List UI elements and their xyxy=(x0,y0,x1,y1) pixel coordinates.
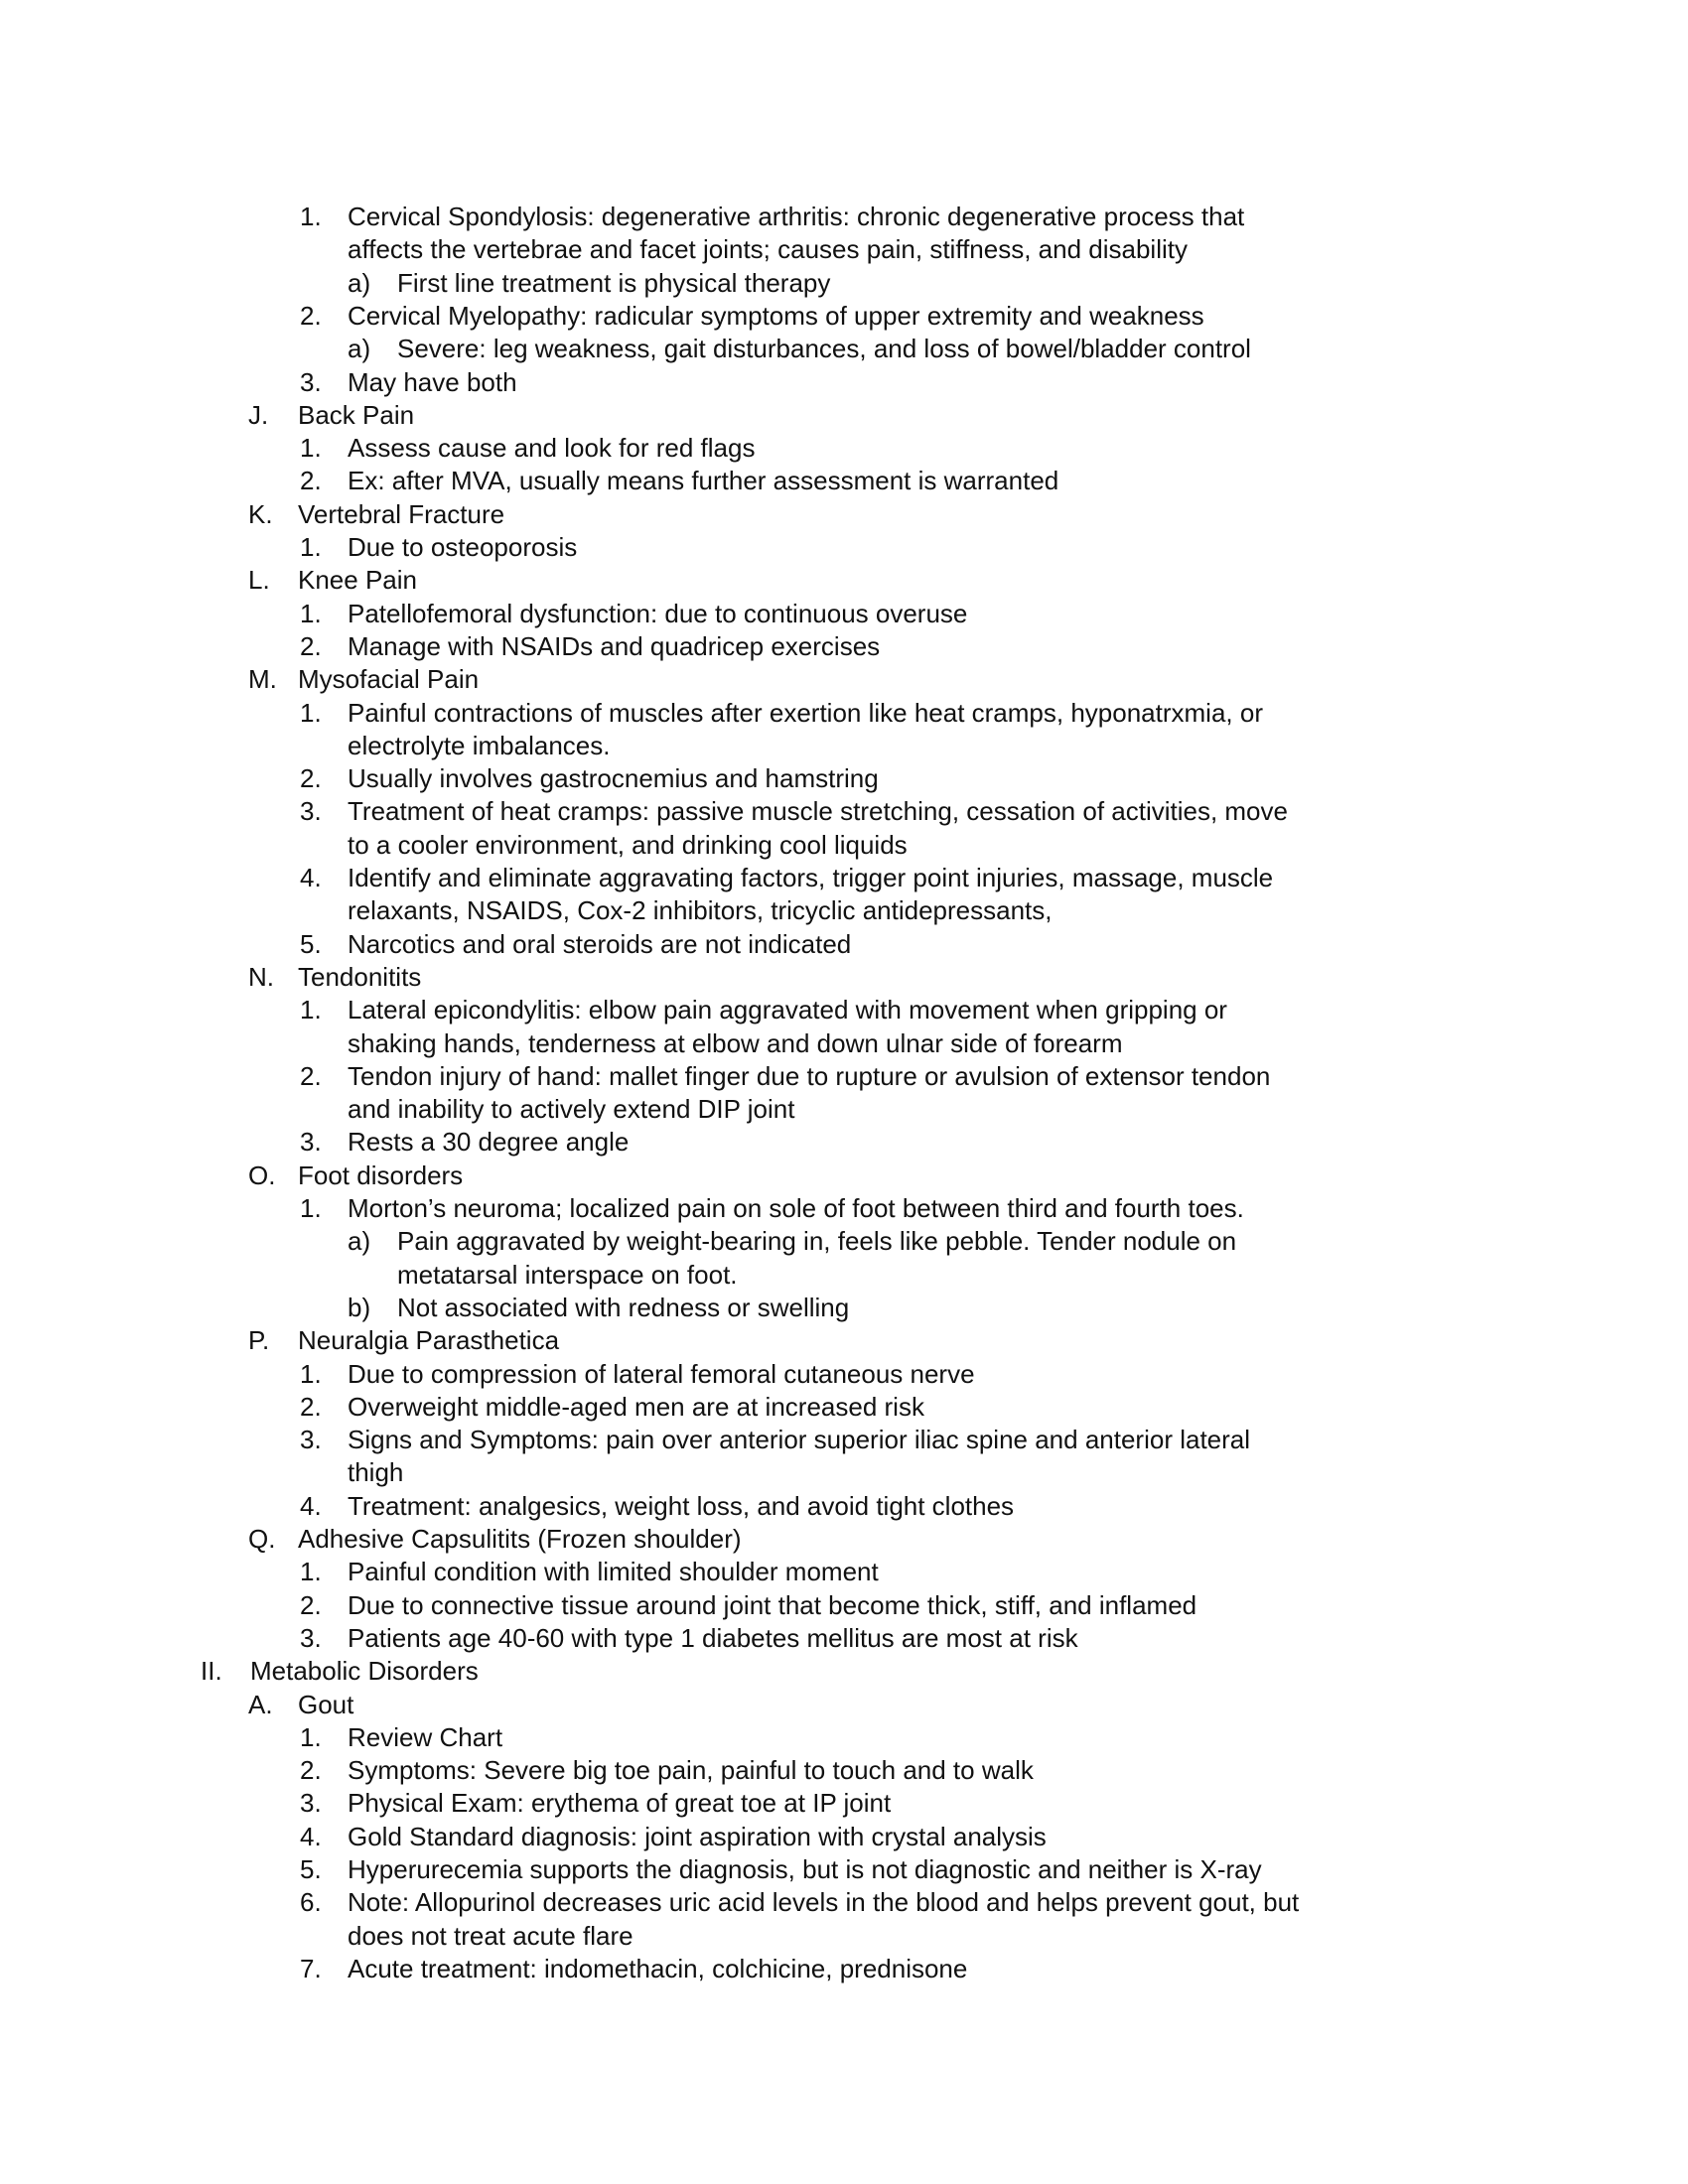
outline-text: Cervical Myelopathy: radicular symptoms of upper extremity and weakness xyxy=(348,300,1204,331)
outline-text: Overweight middle-aged men are at increased risk xyxy=(348,1391,924,1422)
outline-text: Vertebral Fracture xyxy=(298,498,505,529)
outline-item xyxy=(0,498,1688,531)
outline-text: thigh xyxy=(348,1457,404,1488)
outline-marker: 1. xyxy=(300,1193,322,1223)
outline-item xyxy=(0,1358,1688,1391)
outline-marker: 3. xyxy=(300,1425,322,1455)
outline-text: Due to osteoporosis xyxy=(348,532,578,562)
outline-marker: 3. xyxy=(300,366,322,397)
outline-text: Manage with NSAIDs and quadricep exercises xyxy=(348,630,881,661)
outline-item xyxy=(0,1886,1688,1919)
outline-item xyxy=(0,1589,1688,1622)
outline-marker: Q. xyxy=(248,1524,276,1554)
outline-item xyxy=(0,1391,1688,1424)
outline-item xyxy=(0,531,1688,564)
outline-text: to a cooler environment, and drinking cool liquids xyxy=(348,829,908,860)
outline-item xyxy=(0,1556,1688,1588)
outline-marker: 2. xyxy=(300,1755,322,1786)
outline-item xyxy=(0,1225,1688,1258)
outline-item xyxy=(0,1689,1688,1721)
outline-item xyxy=(0,201,1688,233)
outline-marker: 1. xyxy=(300,697,322,728)
outline-marker: K. xyxy=(248,498,273,529)
outline-item xyxy=(0,862,1688,894)
outline-marker: 2. xyxy=(300,466,322,496)
outline-item-continuation xyxy=(0,1093,1688,1126)
outline-text: Review Chart xyxy=(348,1721,503,1752)
outline-item-continuation xyxy=(0,1027,1688,1060)
outline-text: Pain aggravated by weight-bearing in, feels like pebble. Tender nodule on xyxy=(397,1226,1237,1257)
outline-item-continuation xyxy=(0,233,1688,266)
outline-marker: 5. xyxy=(300,1854,322,1884)
outline-text: Symptoms: Severe big toe pain, painful to touch and to walk xyxy=(348,1755,1034,1786)
outline-text: Identify and eliminate aggravating factors, trigger point injuries, massage, muscle xyxy=(348,863,1274,892)
outline-item xyxy=(0,1953,1688,1985)
outline-text: relaxants, NSAIDS, Cox-2 inhibitors, tricyclic antidepressants, xyxy=(348,895,1053,926)
outline-item xyxy=(0,1192,1688,1225)
outline-text: Narcotics and oral steroids are not indicated xyxy=(348,928,852,959)
outline-item xyxy=(0,1324,1688,1357)
outline-text: Painful condition with limited shoulder moment xyxy=(348,1557,879,1587)
outline-item xyxy=(0,1490,1688,1523)
outline-marker: 1. xyxy=(300,995,322,1025)
outline-item xyxy=(0,1754,1688,1787)
outline-item xyxy=(0,1655,1688,1688)
outline-item-continuation xyxy=(0,829,1688,862)
outline-item xyxy=(0,598,1688,630)
outline-marker: M. xyxy=(248,664,277,695)
outline-text: May have both xyxy=(348,366,517,397)
outline-marker: 4. xyxy=(300,1490,322,1521)
outline-item xyxy=(0,564,1688,597)
outline-text: affects the vertebrae and facet joints; causes pain, stiffness, and disability xyxy=(348,234,1188,265)
outline-marker: 2. xyxy=(300,1589,322,1620)
outline-marker: A. xyxy=(248,1689,273,1719)
outline-item xyxy=(0,399,1688,432)
outline-marker: 1. xyxy=(300,1721,322,1752)
outline-item xyxy=(0,1292,1688,1324)
outline-item-continuation xyxy=(0,1456,1688,1489)
outline-item xyxy=(0,795,1688,828)
outline-marker: 2. xyxy=(300,630,322,661)
outline-text: Due to compression of lateral femoral cutaneous nerve xyxy=(348,1358,975,1389)
outline-text: Tendonitits xyxy=(298,961,422,992)
outline-marker: 3. xyxy=(300,1622,322,1653)
outline-text: Usually involves gastrocnemius and hamstring xyxy=(348,763,879,794)
outline-text: Adhesive Capsulitits (Frozen shoulder) xyxy=(298,1524,742,1554)
outline-item xyxy=(0,1126,1688,1159)
outline-item xyxy=(0,697,1688,730)
outline-marker: a) xyxy=(348,334,371,364)
outline-text: metatarsal interspace on foot. xyxy=(397,1259,738,1290)
outline-text: Foot disorders xyxy=(298,1160,464,1190)
outline-text: Mysofacial Pain xyxy=(298,664,480,695)
outline-marker: 1. xyxy=(300,532,322,562)
outline-item xyxy=(0,663,1688,696)
outline-marker: N. xyxy=(248,961,274,992)
outline-text: Treatment of heat cramps: passive muscle stretching, cessation of activities, move xyxy=(348,796,1288,827)
outline-item xyxy=(0,1060,1688,1093)
outline-marker: 1. xyxy=(300,1557,322,1587)
outline-text: does not treat acute flare xyxy=(348,1920,633,1951)
outline-text: Morton’s neuroma; localized pain on sole of foot between third and fourth toes. xyxy=(348,1193,1244,1223)
outline-text: Metabolic Disorders xyxy=(250,1656,479,1687)
outline-marker: 3. xyxy=(300,796,322,827)
outline-marker: 1. xyxy=(300,1358,322,1389)
outline-text: Neuralgia Parasthetica xyxy=(298,1325,560,1356)
outline-text: electrolyte imbalances. xyxy=(348,730,611,760)
outline-item xyxy=(0,928,1688,961)
outline-marker: 7. xyxy=(300,1953,322,1983)
outline-text: Back Pain xyxy=(298,399,415,430)
outline-text: Knee Pain xyxy=(298,565,417,596)
outline-marker: 2. xyxy=(300,1060,322,1091)
outline-text: Tendon injury of hand: mallet finger due to rupture or avulsion of extensor tendon xyxy=(348,1060,1271,1091)
outline-marker: L. xyxy=(248,565,270,596)
outline-item xyxy=(0,762,1688,795)
outline-item xyxy=(0,1721,1688,1754)
outline-item xyxy=(0,300,1688,333)
outline-item xyxy=(0,994,1688,1026)
outline-marker: P. xyxy=(248,1325,270,1356)
outline-text: Patients age 40-60 with type 1 diabetes mellitus are most at risk xyxy=(348,1622,1078,1653)
outline-item-continuation xyxy=(0,894,1688,927)
outline-marker: 2. xyxy=(300,300,322,331)
outline-text: Gout xyxy=(298,1689,354,1719)
outline-text: Ex: after MVA, usually means further assessment is warranted xyxy=(348,466,1059,496)
outline-item xyxy=(0,432,1688,465)
outline-text: Cervical Spondylosis: degenerative arthritis: chronic degenerative process that xyxy=(348,202,1245,231)
outline-item xyxy=(0,465,1688,497)
outline-text: Patellofemoral dysfunction: due to continuous overuse xyxy=(348,598,968,628)
outline-marker: 6. xyxy=(300,1887,322,1918)
outline-item xyxy=(0,961,1688,994)
outline-marker: 2. xyxy=(300,763,322,794)
outline-marker: 3. xyxy=(300,1788,322,1819)
outline-item xyxy=(0,366,1688,399)
outline-marker: 1. xyxy=(300,202,322,231)
outline-marker: 4. xyxy=(300,1821,322,1851)
outline-item xyxy=(0,1160,1688,1192)
outline-text: Painful contractions of muscles after exertion like heat cramps, hyponatrxmia, or xyxy=(348,697,1263,728)
outline-marker: 5. xyxy=(300,928,322,959)
outline-text: Treatment: analgesics, weight loss, and avoid tight clothes xyxy=(348,1490,1015,1521)
outline-item xyxy=(0,1821,1688,1853)
outline-text: Signs and Symptoms: pain over anterior superior iliac spine and anterior lateral xyxy=(348,1425,1251,1455)
outline-marker: 1. xyxy=(300,598,322,628)
outline-marker: O. xyxy=(248,1160,276,1190)
outline-text: Physical Exam: erythema of great toe at IP joint xyxy=(348,1788,892,1819)
outline-item xyxy=(0,333,1688,365)
outline-text: Note: Allopurinol decreases uric acid levels in the blood and helps prevent gout, but xyxy=(348,1887,1300,1918)
outline-item xyxy=(0,267,1688,300)
outline-marker: 3. xyxy=(300,1127,322,1158)
outline-text: Acute treatment: indomethacin, colchicine, prednisone xyxy=(348,1953,968,1983)
outline-text: shaking hands, tenderness at elbow and down ulnar side of forearm xyxy=(348,1027,1123,1058)
outline-text: Rests a 30 degree angle xyxy=(348,1127,630,1158)
outline-item-continuation xyxy=(0,730,1688,762)
outline-marker: 4. xyxy=(300,863,322,892)
outline-text: Severe: leg weakness, gait disturbances, and loss of bowel/bladder control xyxy=(397,334,1251,364)
outline-text: First line treatment is physical therapy xyxy=(397,267,831,298)
outline-item xyxy=(0,1622,1688,1655)
outline-text: Assess cause and look for red flags xyxy=(348,433,756,464)
outline-item xyxy=(0,1523,1688,1556)
outline-item-continuation xyxy=(0,1920,1688,1953)
outline-text: Due to connective tissue around joint that become thick, stiff, and inflamed xyxy=(348,1589,1197,1620)
outline-text: Lateral epicondylitis: elbow pain aggravated with movement when gripping or xyxy=(348,995,1227,1025)
outline-marker: b) xyxy=(348,1292,371,1322)
outline-marker: 1. xyxy=(300,433,322,464)
outline-marker: 2. xyxy=(300,1391,322,1422)
outline-text: Gold Standard diagnosis: joint aspiration with crystal analysis xyxy=(348,1821,1047,1851)
outline-marker: II. xyxy=(201,1656,222,1687)
outline-item xyxy=(0,1853,1688,1886)
outline-item xyxy=(0,630,1688,663)
outline-text: and inability to actively extend DIP joint xyxy=(348,1094,795,1125)
outline-item xyxy=(0,1787,1688,1820)
outline-text: Not associated with redness or swelling xyxy=(397,1292,850,1322)
outline-item xyxy=(0,1424,1688,1456)
outline-marker: a) xyxy=(348,267,371,298)
outline-text: Hyperurecemia supports the diagnosis, but is not diagnostic and neither is X-ray xyxy=(348,1854,1262,1884)
outline-marker: J. xyxy=(248,399,269,430)
outline-marker: a) xyxy=(348,1226,371,1257)
outline-item-continuation xyxy=(0,1259,1688,1292)
